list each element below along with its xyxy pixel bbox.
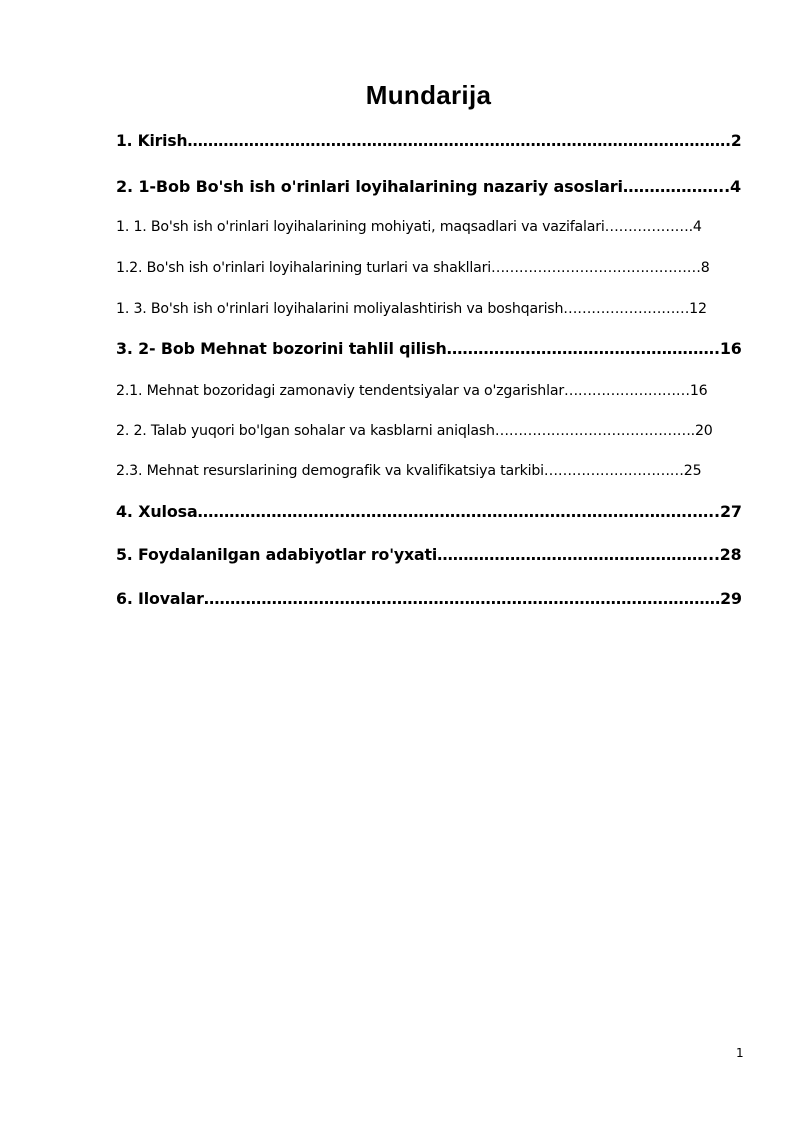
toc-entry-kirish: 1. Kirish…………………………………………………………………………………………….2: [116, 132, 742, 150]
toc-entry-section-2-1: 2.1. Mehnat bozoridagi zamonaviy tendentsiyalar va o'zgarishlar………………………16: [116, 383, 708, 399]
toc-entry-section-2-2: 2. 2. Talab yuqori bo'lgan sohalar va kasblarni aniqlash…………………………………….20: [116, 423, 713, 439]
toc-entry-chapter-2: 3. 2- Bob Mehnat bozorini tahlil qilish…………………………………………….16: [116, 339, 742, 358]
toc-entry-xulosa: 4. Xulosa………………………………………………………………………………….…..27: [116, 502, 742, 521]
toc-entry-ilovalar: 6. Ilovalar………………………………………………………………………………………29: [116, 589, 742, 608]
page-title: Mundarija: [365, 80, 492, 110]
toc-entry-chapter-1: 2. 1-Bob Bo'sh ish o'rinlari loyihalarining nazariy asoslari………………..4: [116, 177, 742, 196]
toc-entry-section-1-1: 1. 1. Bo'sh ish o'rinlari loyihalarining mohiyati, maqsadlari va vazifalari……………….4: [116, 219, 702, 235]
toc-entry-section-1-3: 1. 3. Bo'sh ish o'rinlari loyihalarini moliyalashtirish va boshqarish………………………12: [116, 301, 707, 317]
toc-entry-section-2-3: 2.3. Mehnat resurslarining demografik va kvalifikatsiya tarkibi…………………………25: [116, 463, 702, 479]
page-number: 1: [736, 1046, 744, 1060]
toc-entry-section-1-2: 1.2. Bo'sh ish o'rinlari loyihalarining turlari va shakllari………………………………………8: [116, 260, 710, 276]
toc-entry-adabiyotlar: 5. Foydalanilgan adabiyotlar ro'yxati……………………………………………...28: [116, 545, 742, 564]
